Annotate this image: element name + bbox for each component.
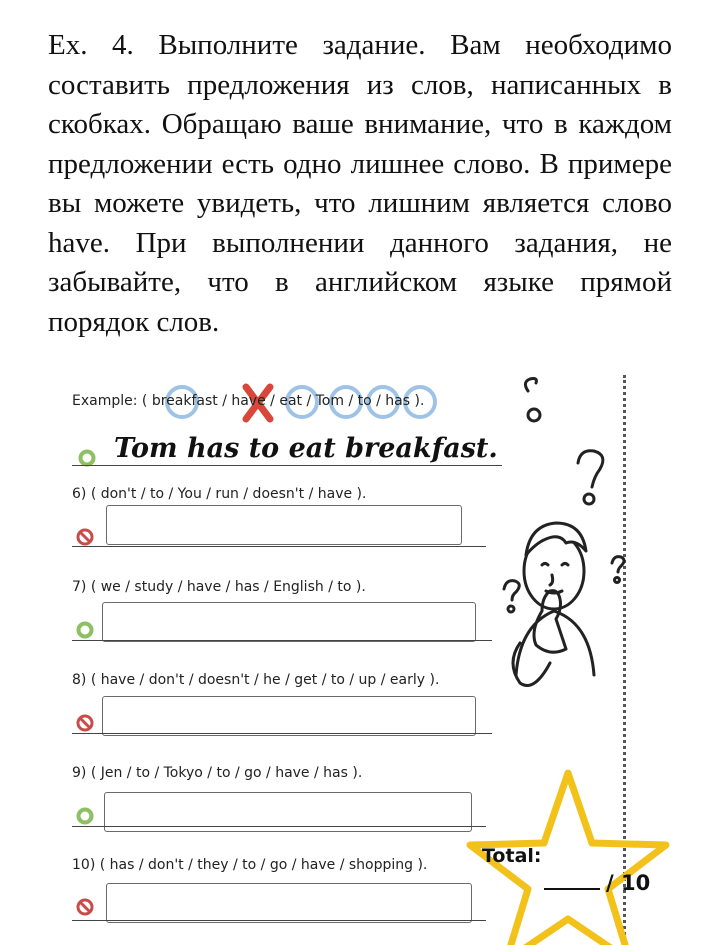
answer-line (72, 640, 492, 641)
task-6-answer-field[interactable] (106, 505, 462, 545)
thinking-boy-illustration (486, 375, 626, 755)
task-8-prompt: 8) ( have / don't / doesn't / he / get / to / up / early ). (72, 672, 440, 688)
total-label: Total: (482, 845, 542, 867)
answer-line (72, 465, 502, 466)
answer-line (72, 826, 486, 827)
instruction-text: Ex. 4. Выполните задание. Вам необходимо составить предложения из слов, написанных в скобках. Обращаю ваше внимание, что в каждом предложении есть одно лишнее слово. В примере вы можете увидеть, что лишним является слово have. При выполнении данного задания, не забывайте, что в английском языке прямой порядок слов. (48, 29, 672, 338)
example-answer: Tom has to eat breakfast. (114, 433, 498, 464)
total-score (544, 871, 650, 895)
task-8-answer-field[interactable] (102, 696, 476, 736)
worksheet-image (66, 375, 651, 935)
question-mark-icon (578, 451, 603, 504)
correct-circle-icon (76, 621, 94, 639)
task-7-answer-field[interactable] (102, 602, 476, 642)
task-6-prompt: 6) ( don't / to / You / run / doesn't / have ). (72, 486, 367, 502)
question-mark-icon (612, 557, 624, 572)
correct-circle-icon (76, 807, 94, 825)
answer-line (72, 546, 486, 547)
wrong-stop-icon (76, 528, 94, 546)
task-10-prompt: 10) ( has / don't / they / to / go / have / shopping ). (72, 857, 428, 873)
total-max: / 10 (606, 871, 651, 895)
task-7-prompt: 7) ( we / study / have / has / English / to ). (72, 579, 366, 595)
task-9-prompt: 9) ( Jen / to / Tokyo / to / go / have / has ). (72, 765, 363, 781)
score-blank[interactable] (544, 888, 600, 890)
wrong-stop-icon (76, 714, 94, 732)
wrong-stop-icon (76, 898, 94, 916)
question-mark-icon (504, 581, 519, 600)
example-prompt: Example: ( breakfast / have / eat / Tom / to / has ). (72, 393, 425, 409)
answer-line (72, 920, 486, 921)
task-10-answer-field[interactable] (106, 883, 472, 923)
question-mark-icon (525, 379, 540, 422)
answer-line (72, 733, 492, 734)
